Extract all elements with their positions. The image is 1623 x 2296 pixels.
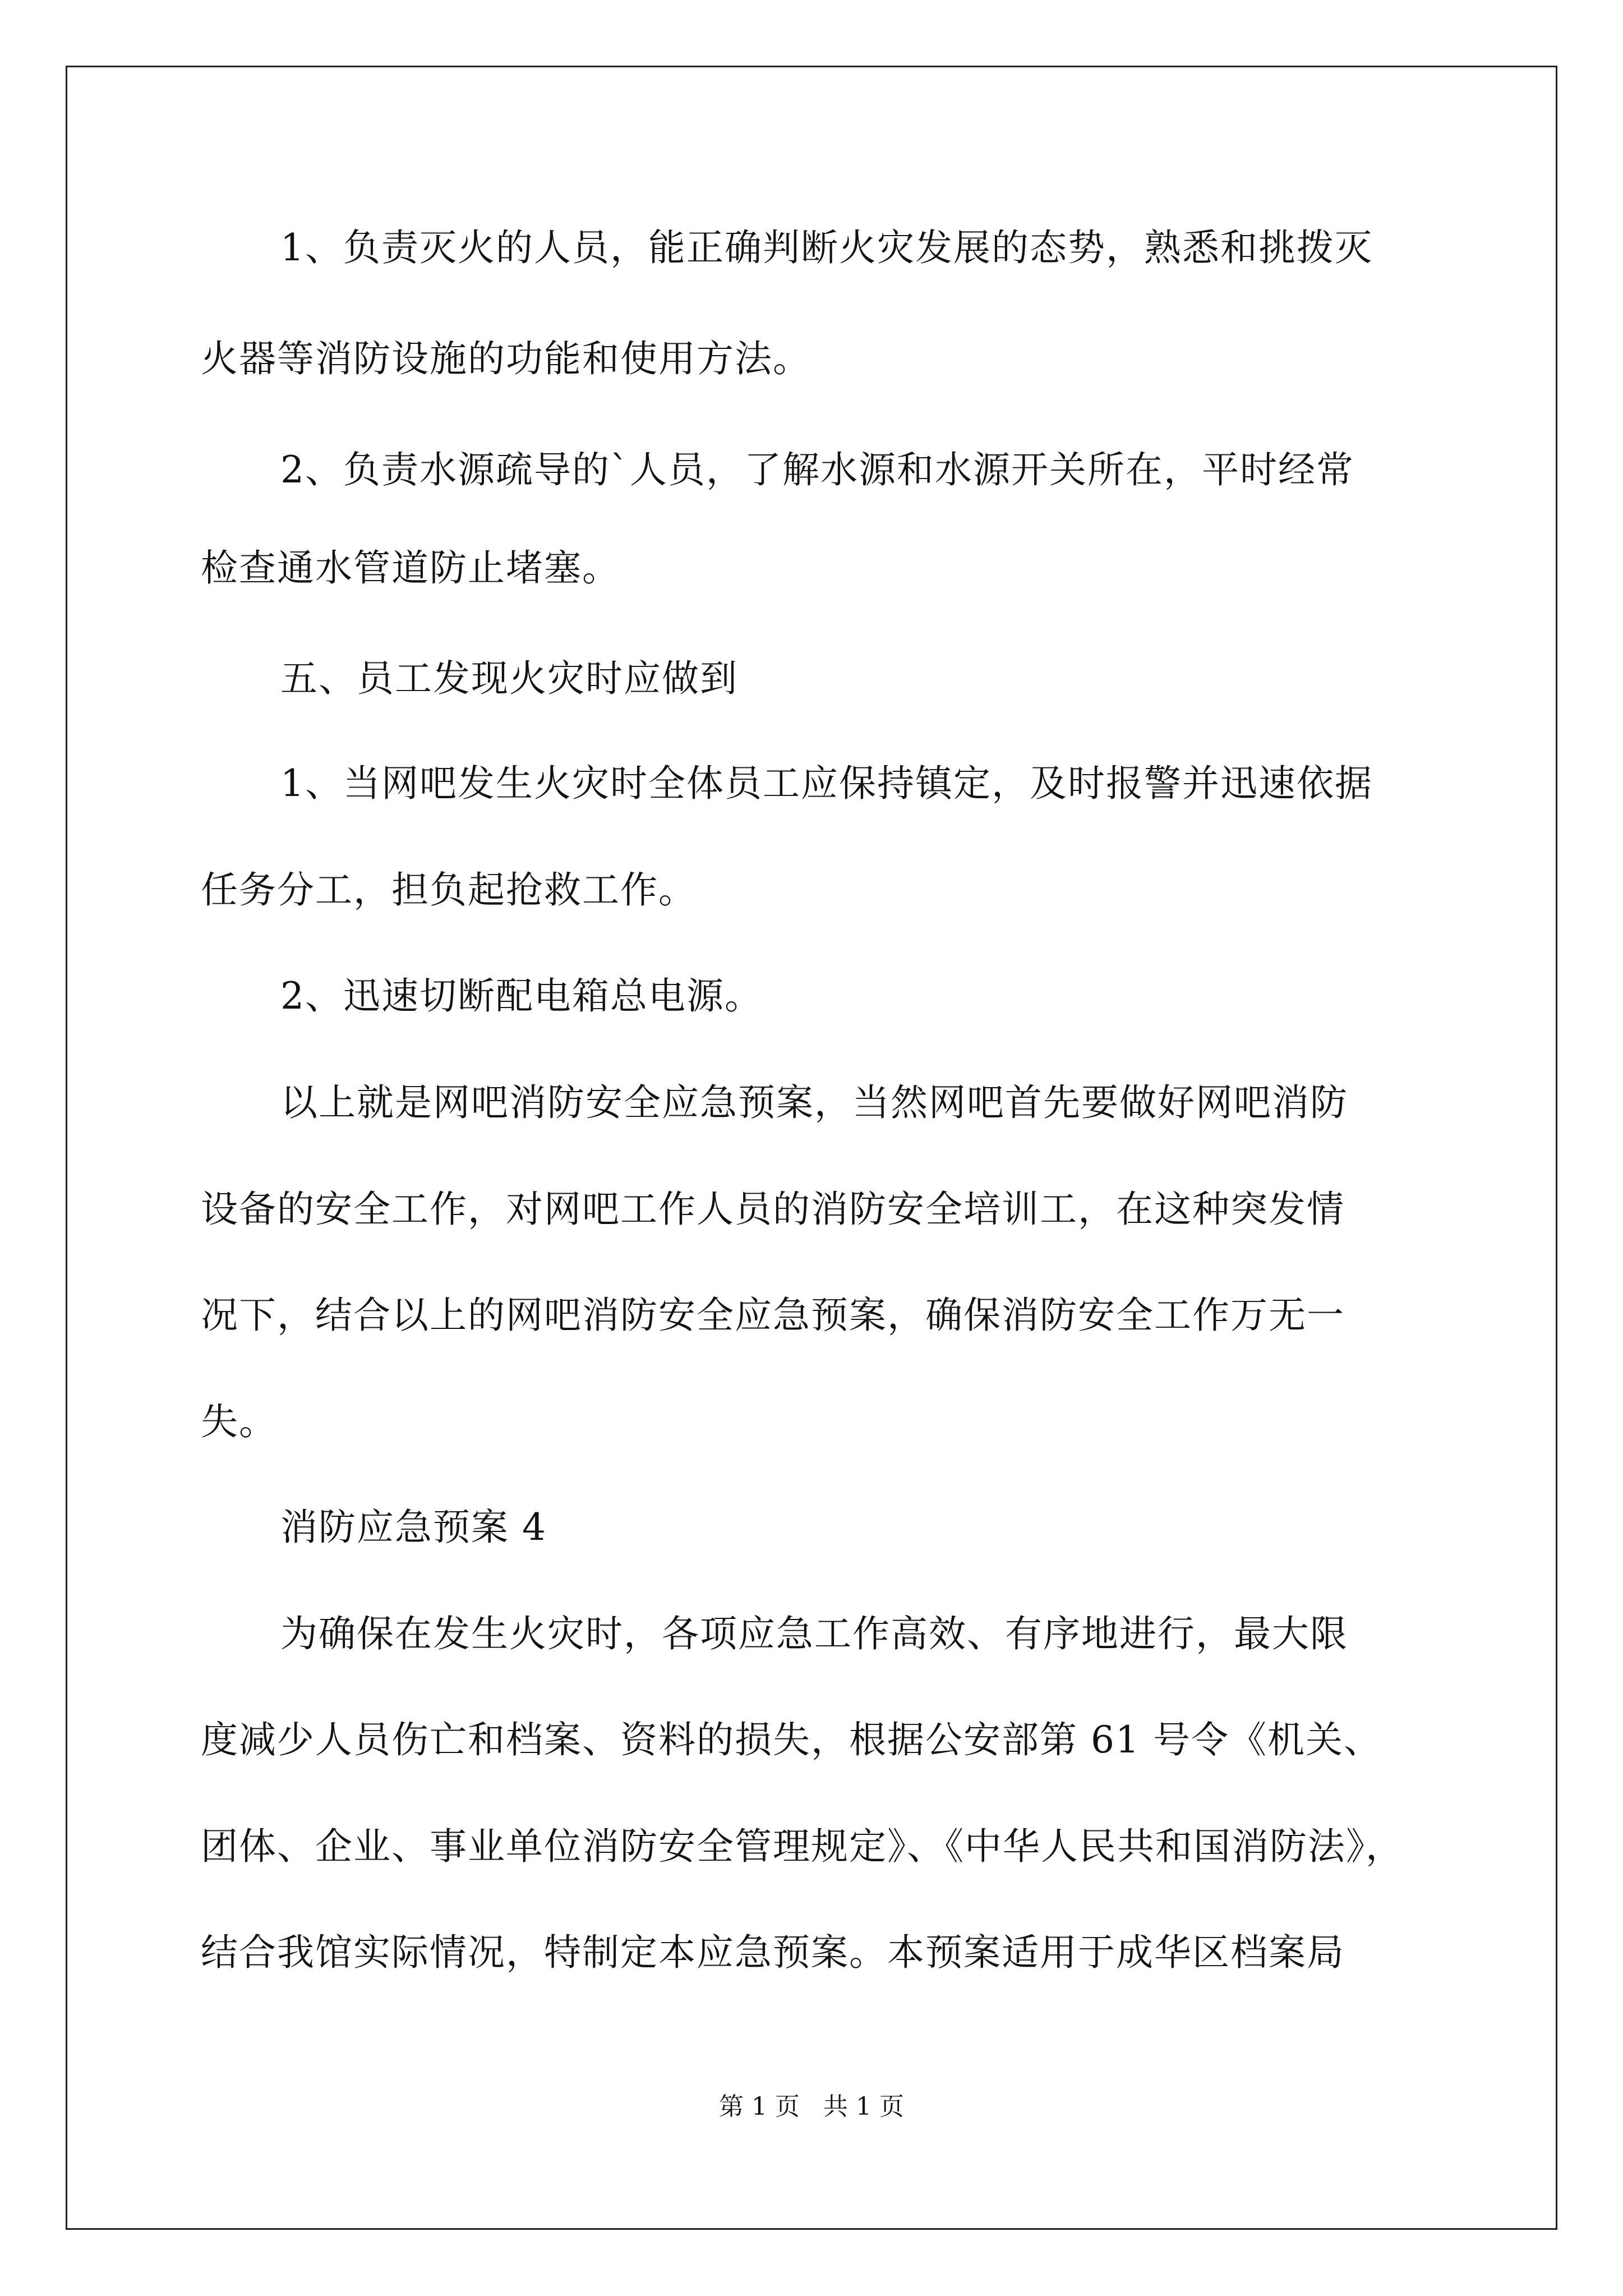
paragraph-line: 失。 bbox=[201, 1400, 277, 1443]
paragraph-line: 任务分工，担负起抢救工作。 bbox=[201, 868, 697, 912]
paragraph-line: 检查通水管道防止堵塞。 bbox=[201, 546, 620, 590]
paragraph-line: 团体、企业、事业单位消防安全管理规定》、《中华人民共和国消防法》， bbox=[201, 1825, 1404, 1868]
section-heading: 消防应急预案 4 bbox=[280, 1506, 547, 1549]
paragraph-line: 况下，结合以上的网吧消防安全应急预案，确保消防安全工作万无一 bbox=[201, 1294, 1345, 1337]
page-border bbox=[66, 66, 1557, 2230]
paragraph-line: 1、当网吧发生火灾时全体员工应保持镇定，及时报警并迅速依据 bbox=[280, 762, 1373, 805]
paragraph-line: 2、迅速切断配电箱总电源。 bbox=[280, 974, 763, 1018]
paragraph-line: 为确保在发生火灾时，各项应急工作高效、有序地进行，最大限 bbox=[280, 1612, 1348, 1655]
page-footer: 第 1 页 共 1 页 bbox=[719, 2092, 904, 2121]
paragraph-line: 火器等消防设施的功能和使用方法。 bbox=[201, 337, 811, 380]
paragraph-line: 以上就是网吧消防安全应急预案，当然网吧首先要做好网吧消防 bbox=[280, 1081, 1348, 1124]
section-heading: 五、员工发现火灾时应做到 bbox=[280, 657, 738, 700]
paragraph-line: 2、负责水源疏导的`人员，了解水源和水源开关所在，平时经常 bbox=[280, 448, 1354, 491]
paragraph-line: 结合我馆实际情况，特制定本应急预案。本预案适用于成华区档案局 bbox=[201, 1931, 1345, 1974]
paragraph-line: 度减少人员伤亡和档案、资料的损失，根据公安部第 61 号令《机关、 bbox=[201, 1718, 1382, 1761]
paragraph-line: 1、负责灭火的人员，能正确判断火灾发展的态势，熟悉和挑拨灭 bbox=[280, 226, 1373, 269]
paragraph-line: 设备的安全工作，对网吧工作人员的消防安全培训工，在这种突发情 bbox=[201, 1188, 1345, 1231]
